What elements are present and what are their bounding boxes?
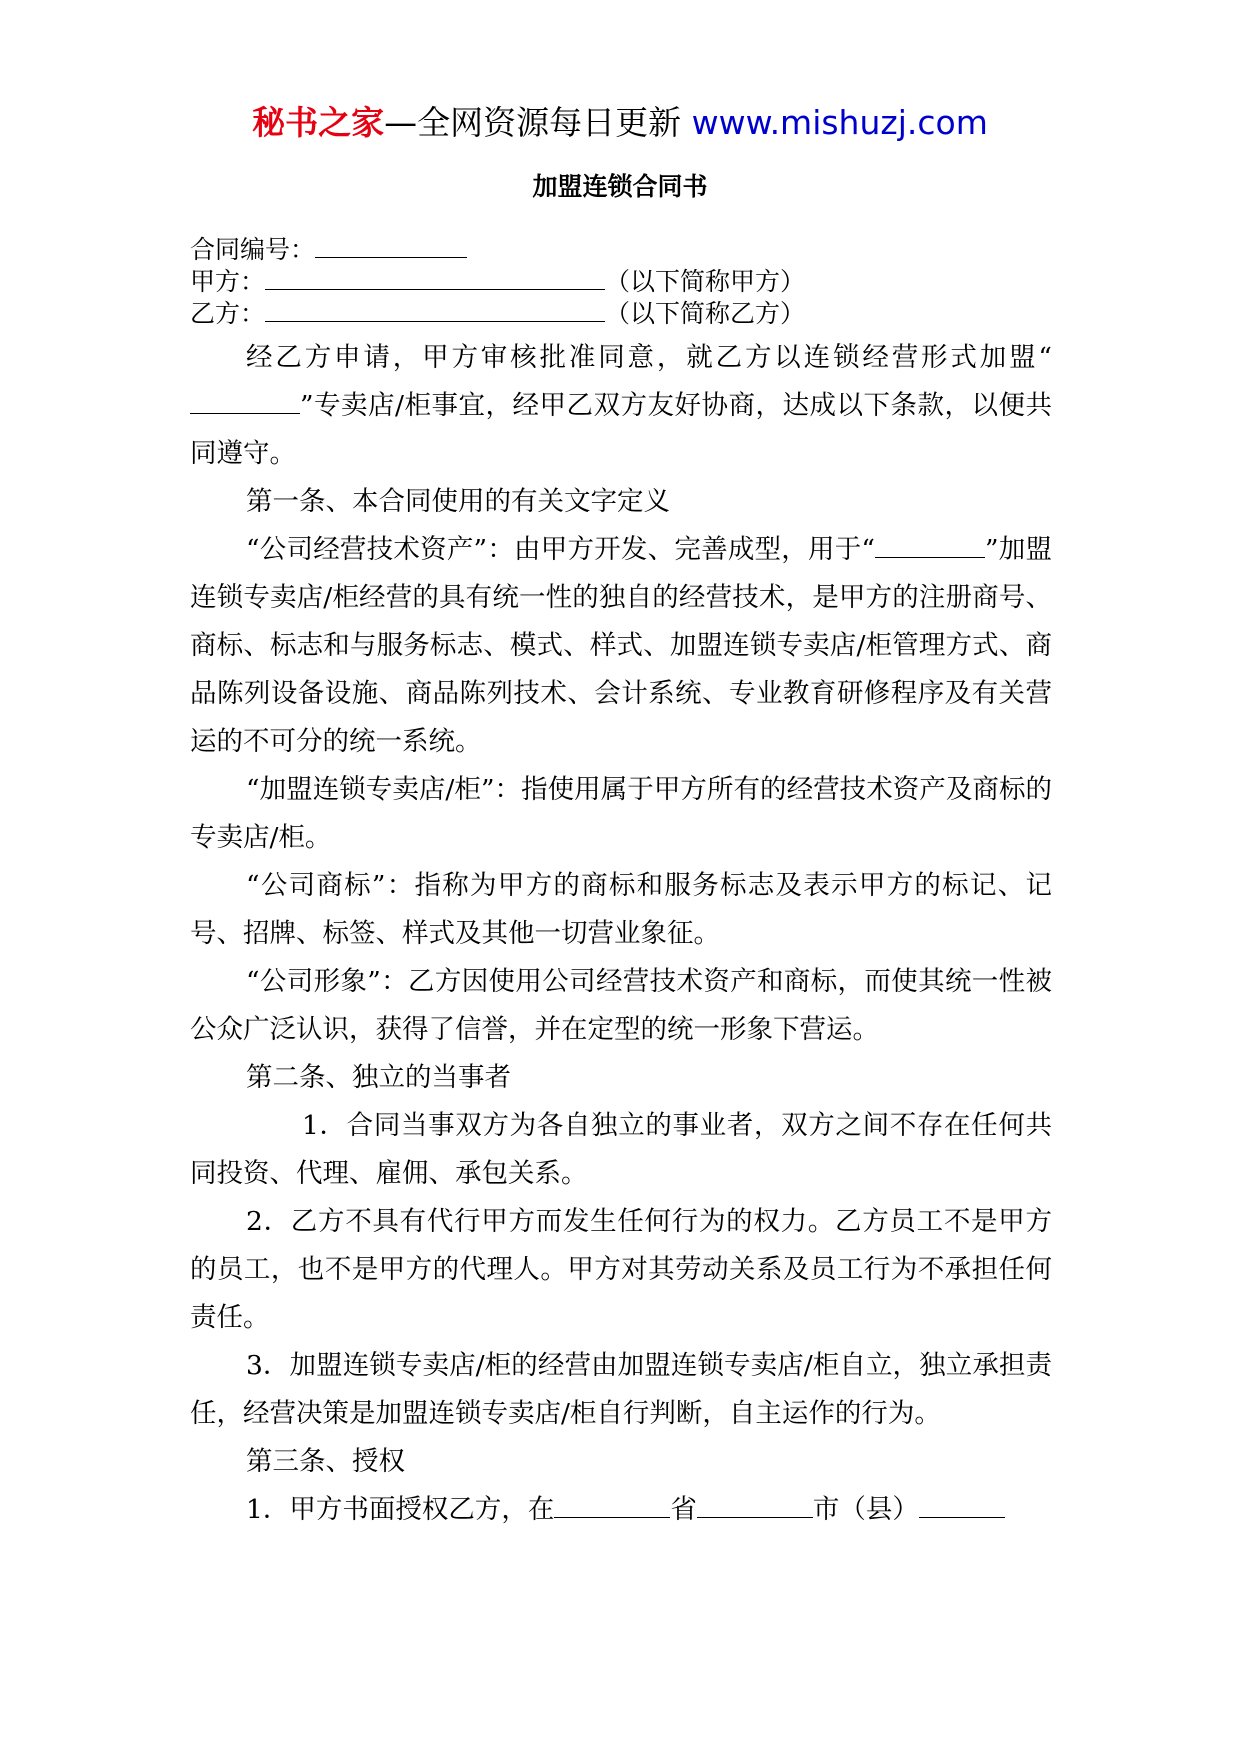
article-3-clause-1 [190, 1486, 1052, 1534]
city-blank [697, 1497, 813, 1518]
intro-text-a: 经乙方申请，甲方审核批准同意，就乙方以连锁经营形式加盟“ [246, 342, 1052, 373]
contract-number-label: 合同编号： [190, 235, 316, 264]
document-title: 加盟连锁合同书 [532, 172, 708, 201]
definition-1-blank [875, 537, 985, 558]
definition-3: “公司商标”：指称为甲方的商标和服务标志及表示甲方的标记、记号、招牌、标签、样式及其他一切营业象征。 [190, 870, 1052, 949]
article-2-clause-1: 1．合同当事双方为各自独立的事业者，双方之间不存在任何共同投资、代理、雇佣、承包关系。 [190, 1110, 1052, 1189]
article-2-clause-3: 3．加盟连锁专卖店/柜的经营由加盟连锁专卖店/柜自立，独立承担责任，经营决策是加盟连锁专卖店/柜自行判断，自主运作的行为。 [190, 1350, 1052, 1429]
contract-number-line [190, 234, 1052, 266]
party-a-blank [265, 267, 605, 290]
party-b-blank [265, 299, 605, 322]
article-2-heading: 第二条、独立的当事者 [246, 1062, 511, 1093]
contract-body [190, 234, 1052, 1534]
contract-number-blank [315, 235, 467, 258]
definition-1 [190, 526, 1052, 766]
province-label: 省 [670, 1494, 697, 1525]
party-b-label: 乙方： [190, 299, 266, 328]
intro-paragraph [190, 334, 1052, 478]
party-a-label: 甲方： [190, 267, 266, 296]
definition-4: “公司形象”：乙方因使用公司经营技术资产和商标，而使其统一性被公众广泛认识，获得了信誉，并在定型的统一形象下营运。 [190, 966, 1052, 1045]
party-a-note: （以下简称甲方） [605, 267, 806, 296]
province-blank [554, 1497, 670, 1518]
header-slogan: —全网资源每日更新 [384, 103, 682, 142]
article-3-heading: 第三条、授权 [246, 1446, 405, 1477]
district-blank [919, 1497, 1005, 1518]
party-a-line [190, 266, 1052, 298]
article-3-clause-1-text-a: 1．甲方书面授权乙方，在 [246, 1494, 555, 1525]
city-county-label: 市（县） [812, 1494, 919, 1525]
brand-name: 秘书之家 [252, 103, 385, 142]
party-b-line [190, 298, 1052, 330]
definition-2: “加盟连锁专卖店/柜”：指使用属于甲方所有的经营技术资产及商标的专卖店/柜。 [190, 774, 1052, 853]
definition-1-text-b: ”加盟连锁专卖店/柜经营的具有统一性的独自的经营技术，是甲方的注册商号、商标、标志和与服务标志、模式、样式、加盟连锁专卖店/柜管理方式、商品陈列设备设施、商品陈列技术、会计系统、专业教育研修程序及有关营运的不可分的统一系统。 [190, 534, 1052, 757]
definition-1-text-a: “公司经营技术资产”：由甲方开发、完善成型，用于“ [246, 534, 875, 565]
article-1-heading: 第一条、本合同使用的有关文字定义 [246, 486, 670, 517]
intro-text-b: ”专卖店/柜事宜，经甲乙双方友好协商，达成以下条款，以便共同遵守。 [190, 390, 1052, 469]
intro-blank [190, 393, 300, 414]
article-2-clause-2: 2．乙方不具有代行甲方而发生任何行为的权力。乙方员工不是甲方的员工，也不是甲方的代理人。甲方对其劳动关系及员工行为不承担任何责任。 [190, 1206, 1052, 1333]
site-header [0, 102, 1240, 144]
party-b-note: （以下简称乙方） [605, 299, 806, 328]
site-url-link[interactable]: www.mishuzj.com [691, 103, 988, 142]
